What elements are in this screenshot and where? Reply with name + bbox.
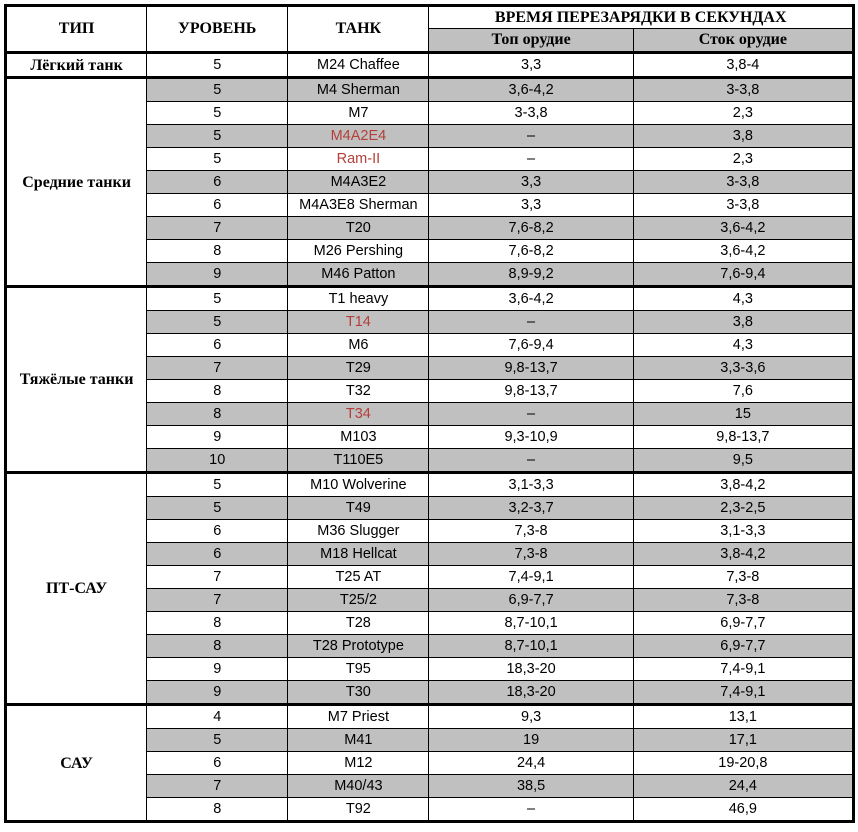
tier-cell: 7: [147, 217, 288, 240]
top-gun-reload-cell: 7,3-8: [429, 543, 633, 566]
header-reload-time: ВРЕМЯ ПЕРЕЗАРЯДКИ В СЕКУНДАХ: [429, 6, 854, 29]
top-gun-reload-cell: 3,6-4,2: [429, 78, 633, 102]
reload-time-table: [4, 4, 855, 823]
tank-name-cell: T1 heavy: [288, 287, 429, 311]
top-gun-reload-cell: 3,3: [429, 53, 633, 78]
vehicle-type-cell: Средние танки: [6, 78, 147, 287]
tier-cell: 8: [147, 798, 288, 822]
vehicle-type-cell: САУ: [6, 705, 147, 822]
tank-name-cell: T29: [288, 357, 429, 380]
tier-cell: 5: [147, 473, 288, 497]
tank-name-cell: T92: [288, 798, 429, 822]
top-gun-reload-cell: 24,4: [429, 752, 633, 775]
stock-gun-reload-cell: 7,6: [633, 380, 853, 403]
top-gun-reload-cell: –: [429, 148, 633, 171]
tier-cell: 4: [147, 705, 288, 729]
stock-gun-reload-cell: 17,1: [633, 729, 853, 752]
table-row: [6, 287, 854, 311]
tank-name-cell: M4A2E4: [288, 125, 429, 148]
tank-name-cell: M18 Hellcat: [288, 543, 429, 566]
top-gun-reload-cell: 3,3: [429, 171, 633, 194]
tank-name-cell: M6: [288, 334, 429, 357]
stock-gun-reload-cell: 3,1-3,3: [633, 520, 853, 543]
tank-name-cell: M4 Sherman: [288, 78, 429, 102]
tank-name-cell: M7: [288, 102, 429, 125]
top-gun-reload-cell: 9,3: [429, 705, 633, 729]
tier-cell: 5: [147, 497, 288, 520]
tier-cell: 7: [147, 775, 288, 798]
tank-name-cell: M12: [288, 752, 429, 775]
header-tank: ТАНК: [288, 6, 429, 53]
stock-gun-reload-cell: 3,8-4: [633, 53, 853, 78]
stock-gun-reload-cell: 15: [633, 403, 853, 426]
top-gun-reload-cell: 38,5: [429, 775, 633, 798]
vehicle-type-cell: ПТ-САУ: [6, 473, 147, 705]
top-gun-reload-cell: 7,6-8,2: [429, 217, 633, 240]
tier-cell: 6: [147, 752, 288, 775]
top-gun-reload-cell: 8,7-10,1: [429, 635, 633, 658]
vehicle-type-cell: Тяжёлые танки: [6, 287, 147, 473]
top-gun-reload-cell: 18,3-20: [429, 681, 633, 705]
tank-name-cell: T28 Prototype: [288, 635, 429, 658]
top-gun-reload-cell: 18,3-20: [429, 658, 633, 681]
stock-gun-reload-cell: 2,3-2,5: [633, 497, 853, 520]
tank-name-cell: T25/2: [288, 589, 429, 612]
stock-gun-reload-cell: 2,3: [633, 148, 853, 171]
header-type: ТИП: [6, 6, 147, 53]
stock-gun-reload-cell: 7,3-8: [633, 589, 853, 612]
stock-gun-reload-cell: 3-3,8: [633, 171, 853, 194]
tier-cell: 6: [147, 194, 288, 217]
top-gun-reload-cell: 3-3,8: [429, 102, 633, 125]
stock-gun-reload-cell: 3,6-4,2: [633, 240, 853, 263]
top-gun-reload-cell: –: [429, 311, 633, 334]
tier-cell: 5: [147, 53, 288, 78]
top-gun-reload-cell: 9,3-10,9: [429, 426, 633, 449]
table-row: [6, 53, 854, 78]
tier-cell: 8: [147, 612, 288, 635]
tier-cell: 9: [147, 426, 288, 449]
stock-gun-reload-cell: 7,4-9,1: [633, 681, 853, 705]
top-gun-reload-cell: 3,2-3,7: [429, 497, 633, 520]
tank-name-cell: M36 Slugger: [288, 520, 429, 543]
stock-gun-reload-cell: 3,8-4,2: [633, 473, 853, 497]
tier-cell: 5: [147, 729, 288, 752]
top-gun-reload-cell: –: [429, 449, 633, 473]
tank-name-cell: T34: [288, 403, 429, 426]
stock-gun-reload-cell: 3,8: [633, 311, 853, 334]
table-row: [6, 78, 854, 102]
tier-cell: 6: [147, 543, 288, 566]
tier-cell: 6: [147, 171, 288, 194]
tier-cell: 9: [147, 681, 288, 705]
tier-cell: 5: [147, 148, 288, 171]
table-row: [6, 473, 854, 497]
tier-cell: 6: [147, 334, 288, 357]
stock-gun-reload-cell: 3,8: [633, 125, 853, 148]
tank-name-cell: T28: [288, 612, 429, 635]
header-tier: УРОВЕНЬ: [147, 6, 288, 53]
tank-name-cell: M41: [288, 729, 429, 752]
stock-gun-reload-cell: 7,3-8: [633, 566, 853, 589]
stock-gun-reload-cell: 6,9-7,7: [633, 612, 853, 635]
tank-name-cell: M103: [288, 426, 429, 449]
tank-name-cell: T30: [288, 681, 429, 705]
top-gun-reload-cell: 7,6-9,4: [429, 334, 633, 357]
top-gun-reload-cell: –: [429, 125, 633, 148]
tier-cell: 10: [147, 449, 288, 473]
tier-cell: 8: [147, 635, 288, 658]
top-gun-reload-cell: 8,9-9,2: [429, 263, 633, 287]
stock-gun-reload-cell: 7,6-9,4: [633, 263, 853, 287]
top-gun-reload-cell: 6,9-7,7: [429, 589, 633, 612]
tier-cell: 7: [147, 589, 288, 612]
stock-gun-reload-cell: 3,6-4,2: [633, 217, 853, 240]
tier-cell: 8: [147, 240, 288, 263]
top-gun-reload-cell: –: [429, 798, 633, 822]
stock-gun-reload-cell: 6,9-7,7: [633, 635, 853, 658]
tier-cell: 5: [147, 102, 288, 125]
tank-name-cell: M4A3E8 Sherman: [288, 194, 429, 217]
top-gun-reload-cell: 7,4-9,1: [429, 566, 633, 589]
stock-gun-reload-cell: 9,5: [633, 449, 853, 473]
tier-cell: 5: [147, 78, 288, 102]
stock-gun-reload-cell: 4,3: [633, 287, 853, 311]
top-gun-reload-cell: 8,7-10,1: [429, 612, 633, 635]
tank-name-cell: M26 Pershing: [288, 240, 429, 263]
top-gun-reload-cell: 7,6-8,2: [429, 240, 633, 263]
tier-cell: 8: [147, 403, 288, 426]
tier-cell: 7: [147, 357, 288, 380]
tier-cell: 8: [147, 380, 288, 403]
stock-gun-reload-cell: 3,8-4,2: [633, 543, 853, 566]
tank-name-cell: T25 AT: [288, 566, 429, 589]
tier-cell: 7: [147, 566, 288, 589]
table-body: [6, 53, 854, 822]
tank-name-cell: M4A3E2: [288, 171, 429, 194]
header-stock-gun: Сток орудие: [633, 29, 853, 53]
tank-name-cell: M10 Wolverine: [288, 473, 429, 497]
top-gun-reload-cell: 9,8-13,7: [429, 380, 633, 403]
tank-name-cell: T49: [288, 497, 429, 520]
stock-gun-reload-cell: 19-20,8: [633, 752, 853, 775]
tier-cell: 6: [147, 520, 288, 543]
tank-name-cell: M7 Priest: [288, 705, 429, 729]
stock-gun-reload-cell: 13,1: [633, 705, 853, 729]
stock-gun-reload-cell: 3,3-3,6: [633, 357, 853, 380]
tier-cell: 9: [147, 658, 288, 681]
vehicle-type-cell: Лёгкий танк: [6, 53, 147, 78]
top-gun-reload-cell: 19: [429, 729, 633, 752]
tier-cell: 9: [147, 263, 288, 287]
stock-gun-reload-cell: 24,4: [633, 775, 853, 798]
tank-name-cell: T32: [288, 380, 429, 403]
stock-gun-reload-cell: 3-3,8: [633, 194, 853, 217]
table-row: [6, 705, 854, 729]
stock-gun-reload-cell: 4,3: [633, 334, 853, 357]
stock-gun-reload-cell: 2,3: [633, 102, 853, 125]
tank-name-cell: M40/43: [288, 775, 429, 798]
stock-gun-reload-cell: 9,8-13,7: [633, 426, 853, 449]
top-gun-reload-cell: 7,3-8: [429, 520, 633, 543]
tank-name-cell: M46 Patton: [288, 263, 429, 287]
top-gun-reload-cell: –: [429, 403, 633, 426]
stock-gun-reload-cell: 3-3,8: [633, 78, 853, 102]
top-gun-reload-cell: 3,6-4,2: [429, 287, 633, 311]
tier-cell: 5: [147, 287, 288, 311]
tier-cell: 5: [147, 311, 288, 334]
tank-name-cell: M24 Chaffee: [288, 53, 429, 78]
header-top-gun: Топ орудие: [429, 29, 633, 53]
tank-name-cell: T20: [288, 217, 429, 240]
tier-cell: 5: [147, 125, 288, 148]
top-gun-reload-cell: 3,1-3,3: [429, 473, 633, 497]
top-gun-reload-cell: 9,8-13,7: [429, 357, 633, 380]
tank-name-cell: T14: [288, 311, 429, 334]
tank-name-cell: T110E5: [288, 449, 429, 473]
stock-gun-reload-cell: 46,9: [633, 798, 853, 822]
stock-gun-reload-cell: 7,4-9,1: [633, 658, 853, 681]
tank-name-cell: Ram-II: [288, 148, 429, 171]
top-gun-reload-cell: 3,3: [429, 194, 633, 217]
tank-name-cell: T95: [288, 658, 429, 681]
